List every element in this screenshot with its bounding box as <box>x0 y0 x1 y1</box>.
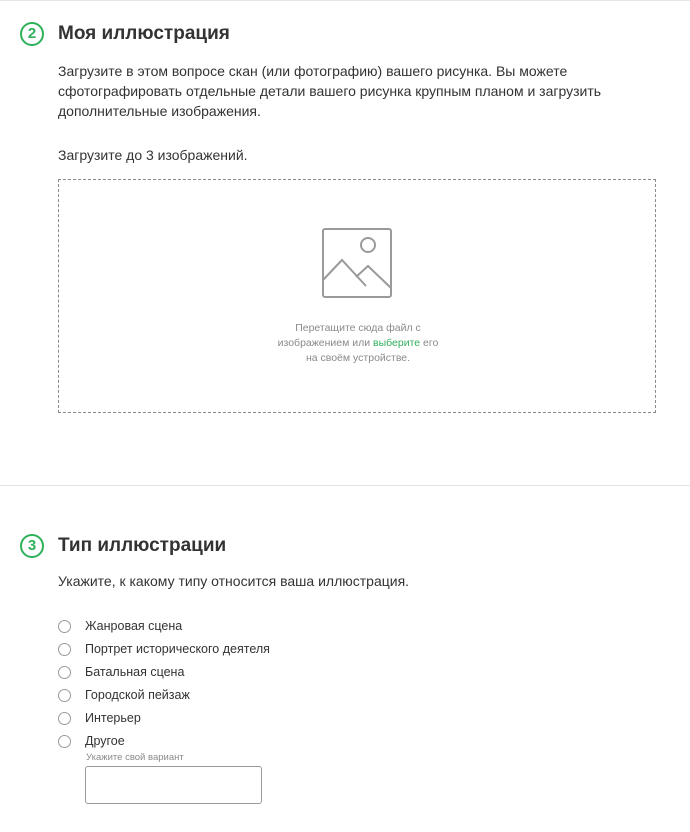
image-dropzone[interactable] <box>58 179 656 413</box>
radio-option-battle-scene[interactable] <box>58 665 358 679</box>
radio-button[interactable] <box>58 712 71 725</box>
question-number-badge: 2 <box>20 22 44 46</box>
radio-button[interactable] <box>58 689 71 702</box>
radio-button[interactable] <box>58 620 71 633</box>
radio-option-label: Батальная сцена <box>85 665 185 679</box>
question-header <box>20 534 226 558</box>
dropzone-line-2 <box>59 336 657 351</box>
other-variant-input[interactable] <box>85 766 262 804</box>
radio-option-interior[interactable] <box>58 711 358 725</box>
radio-option-label: Жанровая сцена <box>85 619 183 633</box>
question-number-badge: 3 <box>20 534 44 558</box>
question-illustration-type <box>0 486 690 832</box>
question-header <box>20 22 230 46</box>
other-input-hint: Укажите свой вариант <box>86 752 184 763</box>
question-description: Укажите, к какому типу относится ваша иллюстрация. <box>58 573 410 589</box>
radio-option-genre-scene[interactable] <box>58 619 358 633</box>
radio-option-label: Интерьер <box>85 711 141 725</box>
dropzone-line-2-end: его <box>420 337 439 349</box>
dropzone-line-3: на своём устройстве. <box>305 352 411 364</box>
dropzone-line-2-start: изображением или <box>277 337 374 349</box>
radio-button[interactable] <box>58 735 71 748</box>
radio-option-cityscape[interactable] <box>58 688 358 702</box>
radio-option-other[interactable] <box>58 734 358 748</box>
image-placeholder-icon <box>322 228 392 298</box>
dropzone-line-1: Перетащите сюда файл с <box>295 322 421 334</box>
radio-option-label: Портрет исторического деятеля <box>85 642 270 656</box>
radio-button[interactable] <box>58 666 71 679</box>
dropzone-instructions <box>59 321 657 366</box>
radio-button[interactable] <box>58 643 71 656</box>
upload-limit-text: Загрузите до 3 изображений. <box>58 147 248 163</box>
radio-option-label: Другое <box>85 734 125 748</box>
question-title: Тип иллюстрации <box>58 535 227 556</box>
radio-option-label: Городской пейзаж <box>85 688 190 702</box>
radio-option-historical-portrait[interactable] <box>58 642 358 656</box>
choose-file-link[interactable]: выберите <box>373 337 421 349</box>
question-title: Моя иллюстрация <box>58 23 230 44</box>
question-description: Загрузите в этом вопросе скан (или фотографию) вашего рисунка. Вы можете сфотографировать отдельные детали вашего рисунка крупным планом и загрузить дополнительные изображения. <box>58 63 602 119</box>
